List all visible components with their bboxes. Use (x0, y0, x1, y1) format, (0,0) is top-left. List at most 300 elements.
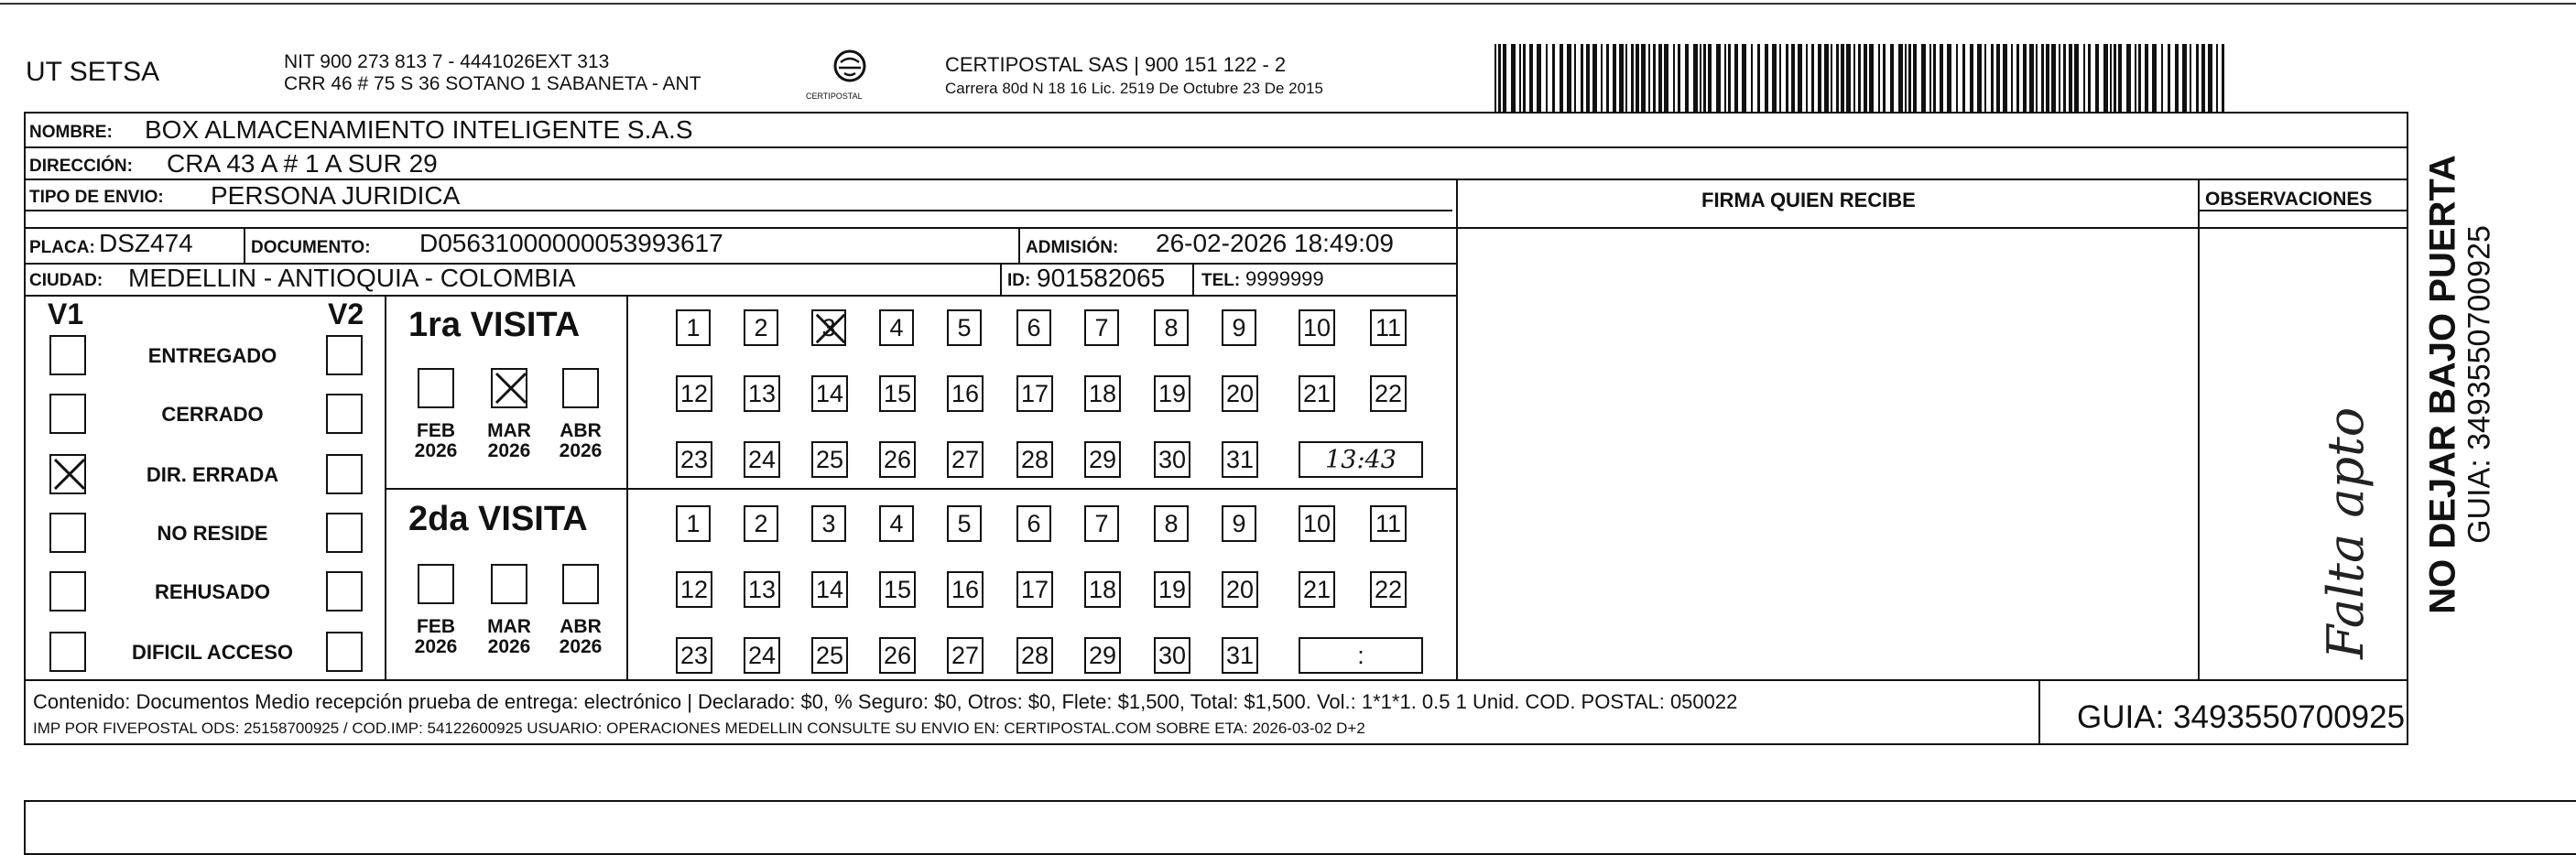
day-number: 27 (951, 446, 980, 473)
day-number: 25 (815, 446, 844, 473)
day-number: 17 (1020, 576, 1049, 603)
month-checkbox[interactable] (491, 564, 527, 604)
barcode-bar (2208, 44, 2212, 112)
day-box[interactable] (1154, 375, 1190, 412)
barcode-bar (1878, 44, 1880, 112)
month-checkbox[interactable] (562, 564, 599, 604)
id-value: 901582065 (1037, 264, 1166, 292)
day-box[interactable] (676, 637, 712, 674)
day-number: 15 (883, 576, 912, 603)
nombre-label: NOMBRE: (29, 123, 113, 142)
v1-checkbox[interactable] (49, 335, 86, 375)
barcode-bar (1653, 44, 1656, 112)
day-number: 22 (1374, 380, 1403, 407)
tipo-envio-value: PERSONA JURIDICA (211, 181, 461, 210)
certipostal-info (945, 53, 1323, 101)
day-box[interactable] (1370, 375, 1407, 412)
status-option-label: ENTREGADO (147, 344, 277, 367)
placa-value: DSZ474 (99, 229, 193, 257)
day-box[interactable] (1222, 571, 1258, 608)
barcode-bar (1977, 44, 1982, 112)
barcode-bar (1913, 44, 1917, 112)
day-box[interactable] (811, 505, 846, 542)
barcode-bar (1779, 44, 1781, 112)
day-number: 30 (1158, 642, 1187, 669)
v1-checkbox[interactable] (49, 513, 86, 553)
barcode-bar (1606, 44, 1609, 112)
day-number: 2 (754, 314, 768, 341)
day-box[interactable] (811, 441, 848, 478)
day-number: 8 (1164, 510, 1179, 537)
day-number: 5 (957, 510, 972, 537)
day-number: 1 (686, 510, 701, 537)
day-box[interactable] (1084, 637, 1121, 674)
day-number: 2 (754, 510, 768, 537)
month-year: 2026 (559, 636, 603, 657)
day-box[interactable] (811, 309, 846, 346)
side-warning: NO DEJAR BAJO PUERTA (2422, 155, 2463, 614)
v1-checkbox[interactable] (49, 454, 86, 494)
month-name: FEB (417, 616, 455, 637)
admision-label: ADMISIÓN: (1026, 238, 1119, 257)
barcode-bar (2216, 44, 2218, 112)
day-number: 13 (747, 576, 777, 603)
row-divider (24, 679, 2408, 681)
first-visit-title: 1ra VISITA (408, 306, 581, 344)
barcode-bar (1765, 44, 1768, 112)
visit-time-box[interactable] (1299, 441, 1423, 478)
day-box[interactable] (811, 375, 848, 412)
status-option-label: DIFICIL ACCESO (131, 641, 293, 664)
day-number: 6 (1027, 314, 1041, 341)
visit-divider (385, 488, 1458, 490)
v2-checkbox[interactable] (326, 454, 363, 494)
day-box[interactable] (744, 441, 780, 478)
barcode-bar (1631, 44, 1634, 112)
day-box[interactable] (1222, 441, 1258, 478)
day-box[interactable] (879, 571, 916, 608)
barcode-bar (1529, 44, 1533, 112)
day-box[interactable] (1154, 637, 1190, 674)
guia-number: GUIA: 3493550700925 (2077, 699, 2406, 735)
day-box[interactable] (1154, 571, 1190, 608)
barcode-bar (2083, 44, 2085, 112)
firma-label: FIRMA QUIEN RECIBE (1701, 189, 1916, 211)
day-box[interactable] (1084, 441, 1121, 478)
top-rule (0, 3, 2576, 5)
col-divider (2198, 179, 2200, 679)
barcode-bar (1619, 44, 1624, 112)
documento-value: D056310000000539936​17 (419, 229, 723, 257)
barcode-bar (2175, 44, 2179, 112)
direccion-value: CRA 43 A # 1 A SUR 29 (167, 149, 438, 178)
day-number: 26 (883, 642, 912, 669)
day-box[interactable] (811, 637, 848, 674)
nit-line: NIT 900 273 813 7 - 4441026EXT 313 (284, 51, 610, 72)
day-box[interactable] (879, 637, 916, 674)
day-number: 19 (1158, 576, 1187, 603)
tipo-envio-label: TIPO DE ENVIO: (29, 188, 164, 207)
month-name: FEB (417, 420, 455, 441)
day-box[interactable] (1016, 637, 1053, 674)
month-checkbox[interactable] (491, 368, 527, 408)
print-info-line: IMP POR FIVEPOSTAL ODS: 25158700925 / COD.IMP: 54122600925 USUARIO: OPERACIONES MEDELLIN CONSULTE SU ENVIO EN: CERTIPOSTAL.COM SOBRE ETA: 2026-03-02 D+2 (33, 720, 1365, 737)
col-divider (244, 227, 245, 263)
day-number: 5 (957, 314, 972, 341)
barcode-bar (1560, 44, 1563, 112)
day-box[interactable] (879, 309, 914, 346)
day-box[interactable] (744, 571, 780, 608)
barcode-bar (2059, 44, 2060, 112)
company-name: UT SETSA (26, 57, 160, 87)
next-label-frame (24, 800, 2576, 855)
observation-handwritten-text: Falta apto (2317, 406, 2375, 659)
barcode-bar (2046, 44, 2049, 112)
day-box[interactable] (947, 637, 984, 674)
direccion-label: DIRECCIÓN: (29, 157, 133, 176)
barcode-bar (1772, 44, 1777, 112)
day-box[interactable] (1222, 375, 1258, 412)
admision-value: 26-02-2026 18:49:09 (1156, 229, 1394, 257)
day-number: 14 (815, 576, 844, 603)
barcode-bar (1664, 44, 1668, 112)
barcode-bar (1970, 44, 1973, 112)
day-box[interactable] (947, 309, 982, 346)
v1-checkbox[interactable] (49, 571, 86, 611)
day-box[interactable] (947, 505, 982, 542)
barcode-bar (1853, 44, 1855, 112)
day-box[interactable] (676, 309, 711, 346)
barcode-bar (2161, 44, 2163, 112)
v1-header: V1 (48, 298, 84, 330)
tel-value: 9999999 (1245, 267, 1324, 290)
day-number: 19 (1158, 380, 1187, 407)
day-number: 13 (747, 380, 777, 407)
barcode-bar (1757, 44, 1760, 112)
barcode-bar (2135, 44, 2136, 112)
barcode-bar (2023, 44, 2027, 112)
barcode-bar (1503, 44, 1506, 112)
month-label (482, 421, 537, 461)
day-number: 11 (1375, 510, 1402, 537)
day-box[interactable] (811, 571, 848, 608)
month-name: ABR (560, 616, 602, 637)
barcode-bar (1728, 44, 1731, 112)
barcode-bar (1519, 44, 1521, 112)
barcode-bar (2196, 44, 2199, 112)
day-number: 4 (889, 314, 904, 341)
visit-time-box[interactable] (1299, 637, 1423, 674)
day-box[interactable] (1016, 441, 1053, 478)
day-number: 20 (1225, 576, 1255, 603)
month-checkbox[interactable] (562, 368, 599, 408)
side-guia: GUIA: 3493550700925 (2462, 225, 2497, 544)
day-number: 3 (821, 510, 836, 537)
barcode-bar (1984, 44, 1986, 112)
placa-label: PLACA: (29, 238, 95, 257)
day-box[interactable] (676, 375, 712, 412)
day-number: 4 (889, 510, 904, 537)
barcode-bar (1798, 44, 1802, 112)
barcode-bar (1537, 44, 1541, 112)
col-divider (385, 295, 386, 679)
barcode-bar (2051, 44, 2056, 112)
day-box[interactable] (744, 375, 780, 412)
day-number: 16 (951, 576, 980, 603)
barcode-bar (1996, 44, 2000, 112)
day-box[interactable] (1370, 309, 1407, 346)
day-number: 7 (1094, 314, 1109, 341)
barcode-bar (1786, 44, 1788, 112)
barcode-bar (2118, 44, 2122, 112)
barcode-bar (2029, 44, 2034, 112)
barcode-bar (1824, 44, 1829, 112)
col-divider (626, 295, 628, 679)
day-box[interactable] (676, 441, 712, 478)
status-option-label: NO RESIDE (157, 522, 268, 545)
status-option-label: REHUSADO (155, 580, 270, 603)
barcode-bar (1700, 44, 1701, 112)
barcode-bar (2152, 44, 2157, 112)
visit-time: : (1357, 642, 1364, 669)
month-checkbox[interactable] (418, 368, 454, 408)
barcode-bar (1523, 44, 1526, 112)
barcode-bar (1905, 44, 1907, 112)
day-box[interactable] (947, 571, 984, 608)
barcode-bar (2222, 44, 2224, 112)
day-box[interactable] (1299, 571, 1335, 608)
barcode-bar (1869, 44, 1874, 112)
day-number: 9 (1232, 314, 1246, 341)
day-box[interactable] (1084, 571, 1121, 608)
month-year: 2026 (487, 440, 531, 461)
day-box[interactable] (879, 505, 914, 542)
barcode-bar (1552, 44, 1555, 112)
month-label (408, 421, 463, 461)
barcode-bar (2190, 44, 2191, 112)
v1-checkbox[interactable] (49, 632, 86, 672)
day-box[interactable] (1299, 309, 1335, 346)
day-box[interactable] (1222, 505, 1256, 542)
day-box[interactable] (744, 505, 778, 542)
day-box[interactable] (1299, 375, 1335, 412)
license-line: Carrera 80d N 18 16 Lic. 2519 De Octubre 23 De 2015 (945, 80, 1323, 97)
row-divider (24, 295, 1458, 297)
certipostal-line: CERTIPOSTAL SAS | 900 151 122 - 2 (945, 53, 1287, 76)
month-name: MAR (487, 616, 531, 637)
barcode-bar (2126, 44, 2131, 112)
day-box[interactable] (1370, 571, 1407, 608)
day-box[interactable] (947, 375, 984, 412)
barcode-bar (1908, 44, 1911, 112)
observaciones-label: OBSERVACIONES (2205, 189, 2373, 210)
month-label (482, 617, 537, 657)
day-number: 15 (883, 380, 912, 407)
day-number: 23 (679, 446, 709, 473)
col-divider (1018, 227, 1020, 263)
day-box[interactable] (1154, 505, 1189, 542)
day-box[interactable] (1084, 375, 1121, 412)
barcode-bar (1592, 44, 1597, 112)
barcode-bar (2145, 44, 2148, 112)
barcode-bar (1546, 44, 1548, 112)
barcode-bar (2103, 44, 2108, 112)
day-box[interactable] (676, 571, 712, 608)
day-box[interactable] (1016, 571, 1053, 608)
day-number: 26 (883, 446, 912, 473)
barcode-bar (1673, 44, 1675, 112)
day-number: 24 (747, 642, 777, 669)
barcode-bar (1846, 44, 1851, 112)
barcode-bar (2088, 44, 2091, 112)
barcode-bar (1962, 44, 1965, 112)
barcode-bar (1716, 44, 1721, 112)
barcode-bar (2003, 44, 2007, 112)
day-number: 20 (1225, 380, 1255, 407)
day-number: 1 (686, 314, 701, 341)
day-box[interactable] (1016, 505, 1051, 542)
v2-checkbox[interactable] (326, 632, 363, 672)
barcode-bar (1836, 44, 1839, 112)
barcode-bar (2110, 44, 2112, 112)
month-name: MAR (487, 420, 531, 441)
day-box[interactable] (947, 441, 984, 478)
row-divider (24, 179, 2408, 180)
ciudad-value: MEDELLIN - ANTIOQUIA - COLOMBIA (128, 264, 576, 292)
barcode-bar (2074, 44, 2079, 112)
barcode-bar (1898, 44, 1903, 112)
barcode-bar (1890, 44, 1894, 112)
barcode-bar (2011, 44, 2013, 112)
barcode-bar (2041, 44, 2044, 112)
v2-header: V2 (328, 298, 364, 330)
day-box[interactable] (1016, 309, 1051, 346)
barcode-bar (2095, 44, 2099, 112)
barcode-bar (1625, 44, 1627, 112)
day-number: 18 (1088, 576, 1117, 603)
barcode-bar (2069, 44, 2072, 112)
barcode-bar (1574, 44, 1576, 112)
day-box[interactable] (1299, 505, 1335, 542)
day-box[interactable] (879, 375, 916, 412)
barcode-bar (2063, 44, 2066, 112)
barcode-bar (2036, 44, 2038, 112)
day-number: 3 (821, 314, 836, 341)
documento-label: DOCUMENTO: (251, 238, 371, 257)
day-number: 8 (1164, 314, 1179, 341)
content-line: Contenido: Documentos Medio recepción prueba de entrega: electrónico | Declarado: $0, % Seguro: $0, Otros: $0, Flete: $1,500, Total: $1,500. Vol.: 1*1*1. 0.5 1 Unid. COD. POSTAL: 050022 (33, 690, 1738, 713)
nombre-value: BOX ALMACENAMIENTO INTELIGENTE S.A.S (145, 115, 693, 144)
barcode-bar (1883, 44, 1886, 112)
month-year: 2026 (487, 636, 531, 657)
barcode-bar (1929, 44, 1931, 112)
barcode-bar (1991, 44, 1994, 112)
barcode-bar (1641, 44, 1646, 112)
barcode-bar (1648, 44, 1650, 112)
barcode-bar (1685, 44, 1689, 112)
barcode-bar (1567, 44, 1571, 112)
barcode-bar (1636, 44, 1639, 112)
day-box[interactable] (879, 441, 916, 478)
v1-checkbox[interactable] (49, 394, 86, 434)
barcode-bar (1806, 44, 1808, 112)
v2-checkbox[interactable] (326, 571, 363, 611)
day-number: 31 (1225, 642, 1255, 669)
row-divider (24, 146, 2408, 148)
barcode-bar (1751, 44, 1753, 112)
logo-text: CERTIPOSTAL (806, 92, 863, 101)
day-number: 17 (1020, 380, 1049, 407)
day-number: 29 (1088, 642, 1117, 669)
v2-checkbox[interactable] (326, 513, 363, 553)
barcode-bar (1703, 44, 1706, 112)
month-checkbox[interactable] (418, 564, 454, 604)
day-number: 21 (1302, 576, 1331, 603)
day-box[interactable] (1370, 505, 1407, 542)
day-number: 24 (747, 446, 777, 473)
barcode-bar (1613, 44, 1616, 112)
barcode-bar (2182, 44, 2187, 112)
barcode-bar (1511, 44, 1516, 112)
barcode-bar (1742, 44, 1746, 112)
day-box[interactable] (1154, 309, 1189, 346)
day-box[interactable] (1222, 309, 1256, 346)
col-divider (1192, 263, 1194, 295)
barcode-bar (1940, 44, 1943, 112)
barcode-bar (2114, 44, 2116, 112)
day-number: 9 (1232, 510, 1246, 537)
barcode-bar (2201, 44, 2205, 112)
day-box[interactable] (1222, 637, 1258, 674)
day-number: 10 (1302, 314, 1331, 341)
barcode-bar (2016, 44, 2019, 112)
day-box[interactable] (1016, 375, 1053, 412)
barcode-bar (1658, 44, 1662, 112)
id-label: ID: (1007, 271, 1031, 290)
barcode-bar (1678, 44, 1680, 112)
day-box[interactable] (744, 637, 780, 674)
barcode-bar (1956, 44, 1958, 112)
month-label (553, 421, 608, 461)
month-year: 2026 (559, 440, 603, 461)
v2-checkbox[interactable] (326, 335, 363, 375)
col-divider (1000, 263, 1002, 295)
month-year: 2026 (414, 636, 458, 657)
company-info (284, 51, 701, 95)
col-divider (2038, 679, 2040, 745)
day-number: 7 (1094, 510, 1109, 537)
status-option-label: DIR. ERRADA (146, 463, 279, 486)
barcode-bar (1811, 44, 1814, 112)
day-box[interactable] (676, 505, 711, 542)
day-number: 28 (1020, 642, 1049, 669)
day-box[interactable] (1154, 441, 1190, 478)
barcode-bar (1947, 44, 1951, 112)
col-divider (1456, 179, 1458, 679)
address-line: CRR 46 # 75 S 36 SOTANO 1 SABANETA - ANT (284, 73, 701, 94)
day-box[interactable] (1084, 505, 1119, 542)
day-box[interactable] (1084, 309, 1119, 346)
day-number: 30 (1158, 446, 1187, 473)
barcode-bar (2168, 44, 2170, 112)
barcode-bar (1858, 44, 1861, 112)
month-label (408, 617, 463, 657)
day-number: 18 (1088, 380, 1117, 407)
barcode-bar (1495, 44, 1496, 112)
day-number: 22 (1374, 576, 1403, 603)
v2-checkbox[interactable] (326, 394, 363, 434)
day-box[interactable] (744, 309, 778, 346)
